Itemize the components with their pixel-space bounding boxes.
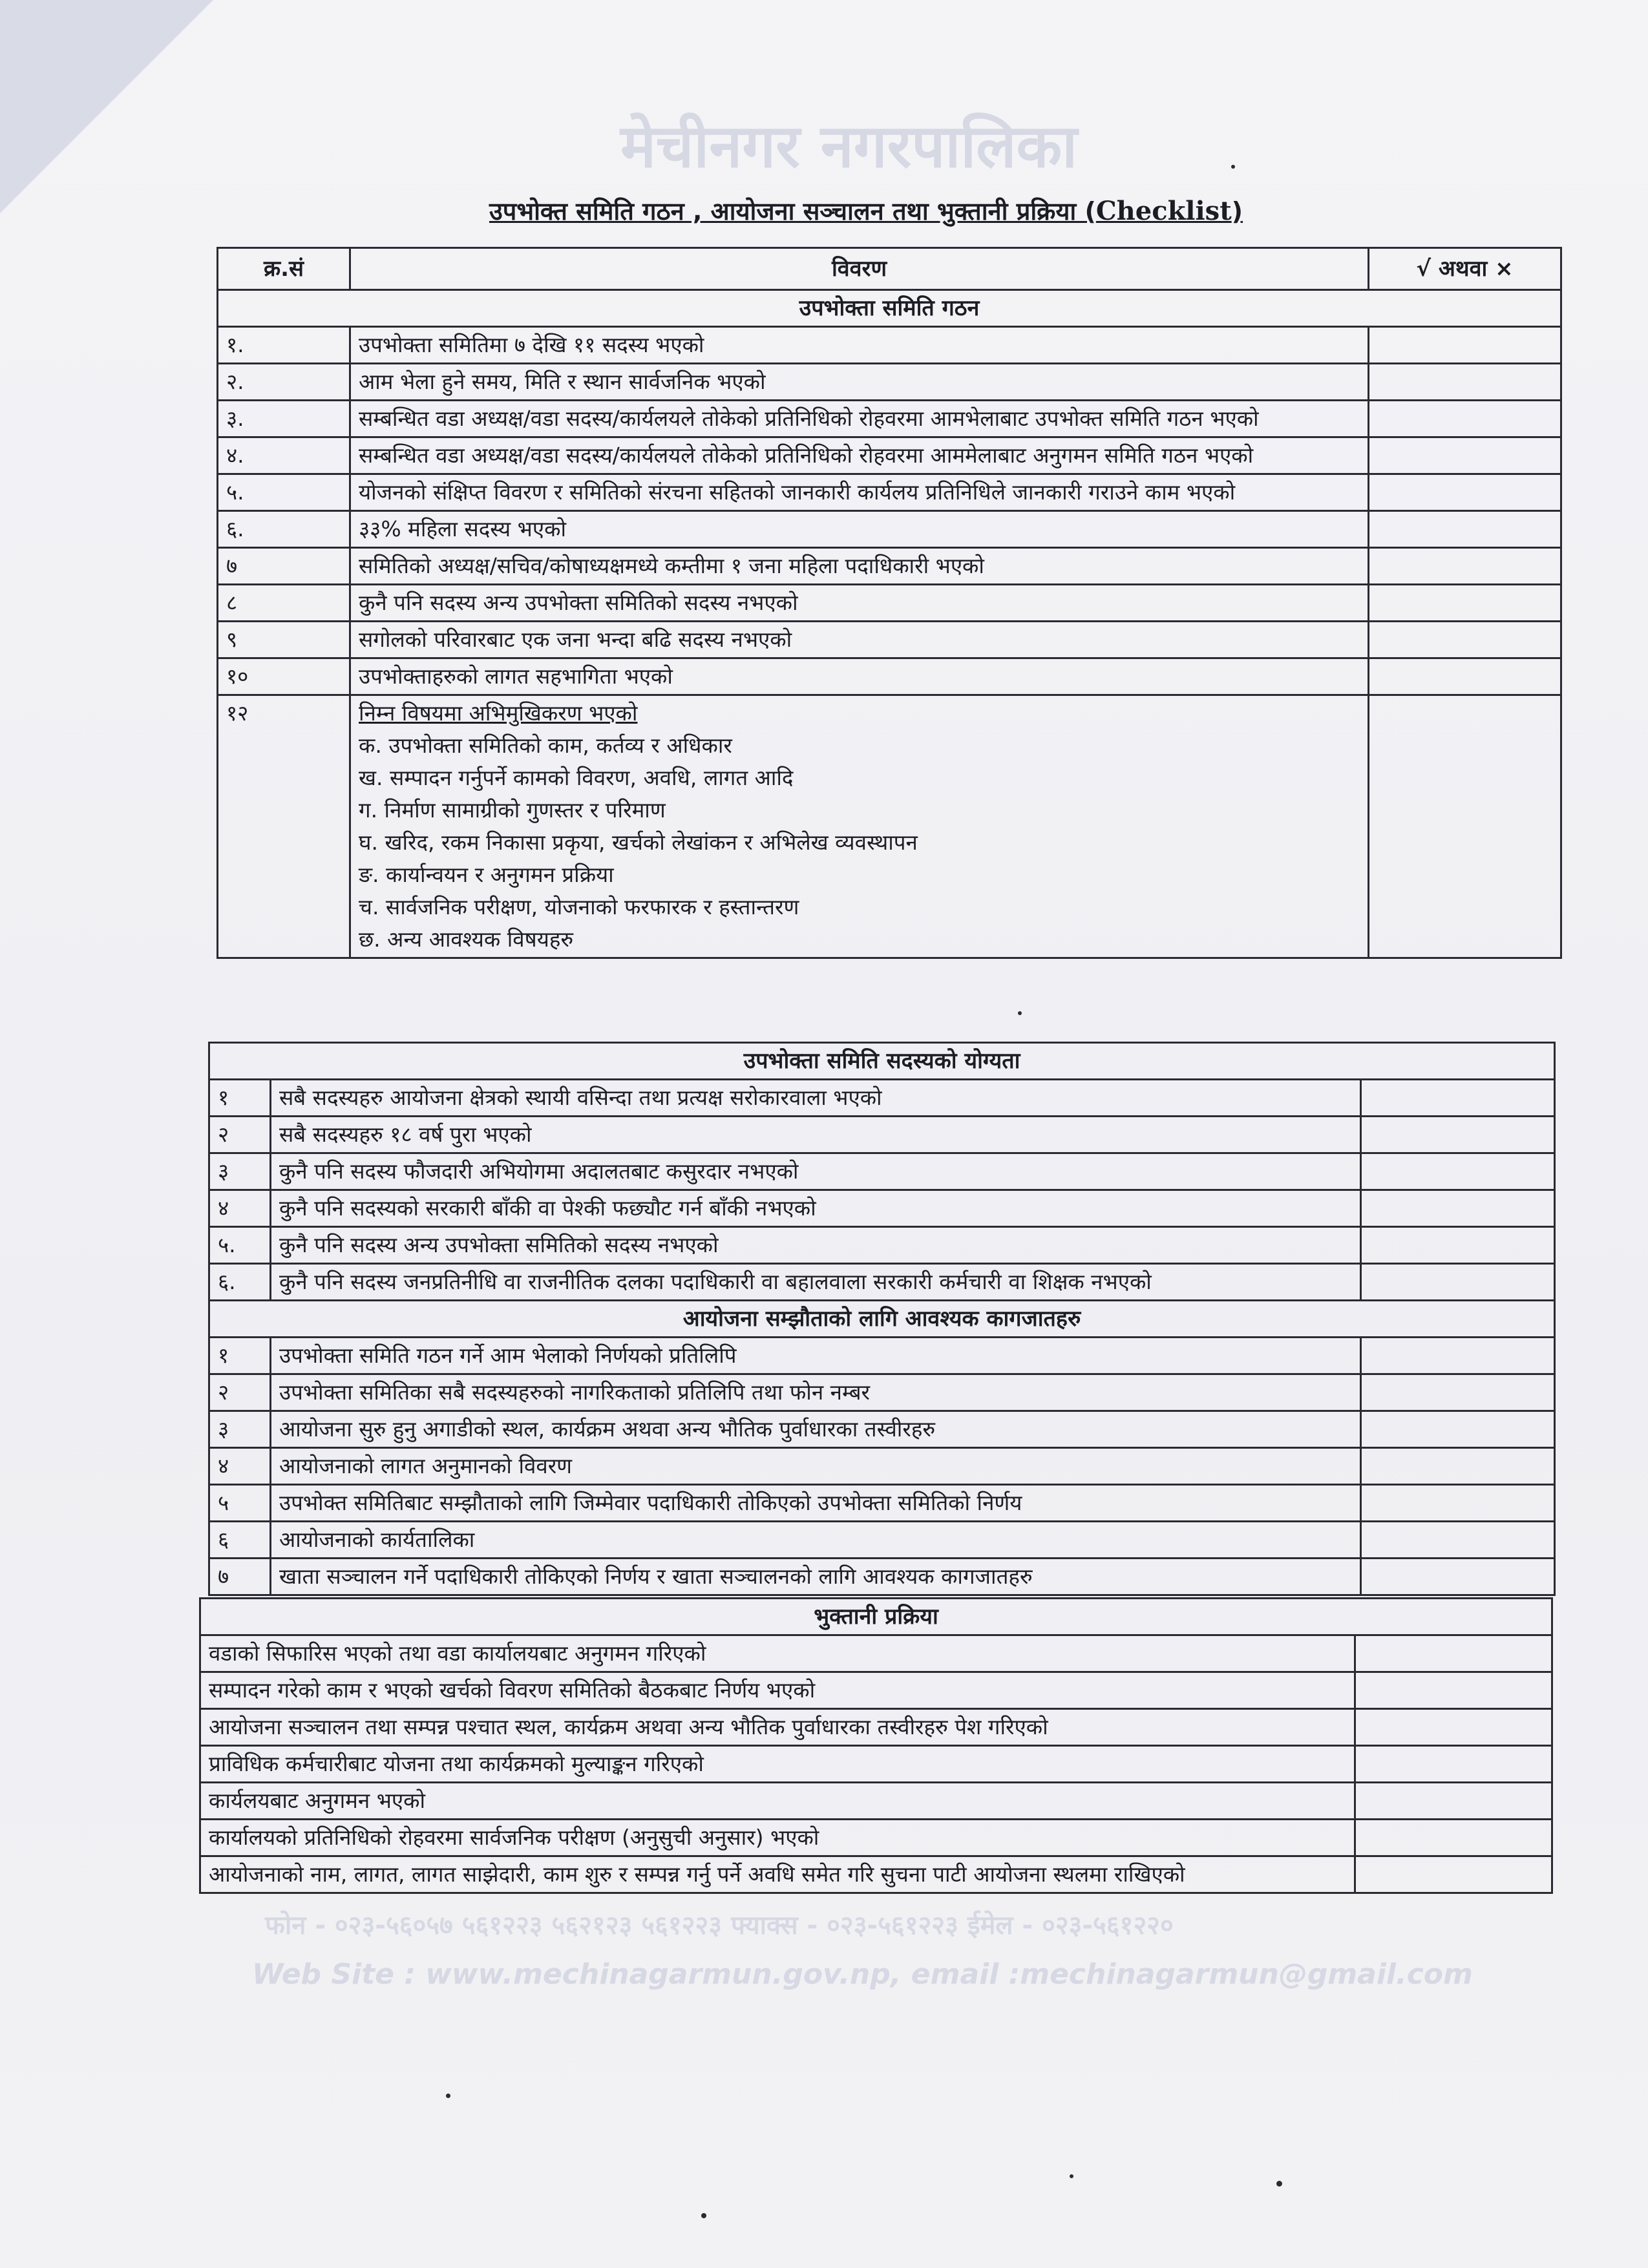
row-description: कुनै पनि सदस्य फौजदारी अभियोगमा अदालतबाट कसुरदार नभएको bbox=[271, 1153, 1361, 1190]
document-row bbox=[209, 1559, 1555, 1595]
row-number: ५ bbox=[209, 1485, 271, 1522]
row-mark-cell[interactable] bbox=[1361, 1448, 1555, 1485]
row-mark-cell[interactable] bbox=[1369, 622, 1561, 658]
scan-speck bbox=[701, 2213, 706, 2218]
payment-mark-cell[interactable] bbox=[1355, 1672, 1552, 1709]
row-description: आम भेला हुने समय, मिति र स्थान सार्वजनिक भएको bbox=[350, 364, 1369, 401]
row-mark-cell[interactable] bbox=[1369, 327, 1561, 364]
row-mark-cell[interactable] bbox=[1369, 364, 1561, 401]
orientation-item: घ. खरिद, रकम निकासा प्रकृया, खर्चको लेखांकन र अभिलेख व्यवस्थापन bbox=[359, 830, 918, 855]
row-mark-cell[interactable] bbox=[1361, 1117, 1555, 1153]
orientation-mark-cell[interactable] bbox=[1369, 695, 1561, 958]
formation-row bbox=[218, 401, 1561, 437]
row-description: आयोजनाको कार्यतालिका bbox=[271, 1522, 1361, 1559]
payment-description: कार्यलयबाट अनुगमन भएको bbox=[200, 1783, 1355, 1820]
row-description: उपभोक्ता समिति गठन गर्ने आम भेलाको निर्णयको प्रतिलिपि bbox=[271, 1338, 1361, 1374]
orientation-item: च. सार्वजनिक परीक्षण, योजनाको फरफारक र हस्तान्तरण bbox=[359, 894, 799, 919]
payment-description: आयोजनाको नाम, लागत, लागत साझेदारी, काम शुरु र सम्पन्न गर्नु पर्ने अवधि समेत गरि सुचना पाटी आयोजना स्थलमा राखिएको bbox=[200, 1856, 1355, 1893]
row-number: २ bbox=[209, 1374, 271, 1411]
payment-mark-cell[interactable] bbox=[1355, 1820, 1552, 1856]
row-description: उपभोक्ताहरुको लागत सहभागिता भएको bbox=[350, 658, 1369, 695]
row-description: कुनै पनि सदस्य अन्य उपभोक्ता समितिको सदस्य नभएको bbox=[350, 585, 1369, 622]
orientation-item: ग. निर्माण सामाग्रीको गुणस्तर र परिमाण bbox=[359, 797, 666, 823]
qualification-table-block bbox=[208, 1042, 1556, 1596]
row-description: कुनै पनि सदस्य अन्य उपभोक्ता समितिको सदस्य नभएको bbox=[271, 1227, 1361, 1264]
row-description: सम्बन्धित वडा अध्यक्ष/वडा सदस्य/कार्यलयले तोकेको प्रतिनिधिको रोहवरमा आममेलाबाट अनुगमन समिति गठन भएको bbox=[350, 437, 1369, 474]
payment-mark-cell[interactable] bbox=[1355, 1709, 1552, 1746]
row-description: ३३% महिला सदस्य भएको bbox=[350, 511, 1369, 548]
payment-row bbox=[200, 1672, 1552, 1709]
document-row bbox=[209, 1411, 1555, 1448]
section-title-payment: भुक्तानी प्रक्रिया bbox=[200, 1599, 1552, 1635]
row-description: आयोजना सुरु हुनु अगाडीको स्थल, कार्यक्रम अथवा अन्य भौतिक पुर्वाधारका तस्वीरहरु bbox=[271, 1411, 1361, 1448]
payment-mark-cell[interactable] bbox=[1355, 1856, 1552, 1893]
orientation-number: १२ bbox=[218, 695, 350, 958]
row-mark-cell[interactable] bbox=[1369, 401, 1561, 437]
qualification-rows bbox=[209, 1080, 1555, 1301]
formation-row bbox=[218, 364, 1561, 401]
payment-row bbox=[200, 1746, 1552, 1783]
row-number: १. bbox=[218, 327, 350, 364]
title-latin: Checklist bbox=[1095, 196, 1232, 226]
scan-speck bbox=[1070, 2174, 1073, 2178]
row-mark-cell[interactable] bbox=[1369, 437, 1561, 474]
row-description: उपभोक्त समितिबाट सम्झौताको लागि जिम्मेवार पदाधिकारी तोकिएको उपभोक्ता समितिको निर्णय bbox=[271, 1485, 1361, 1522]
row-mark-cell[interactable] bbox=[1361, 1522, 1555, 1559]
row-description: सबै सदस्यहरु आयोजना क्षेत्रको स्थायी वसिन्दा तथा प्रत्यक्ष सरोकारवाला भएको bbox=[271, 1080, 1361, 1117]
row-number: ४ bbox=[209, 1448, 271, 1485]
section-row-formation bbox=[218, 290, 1561, 327]
payment-row bbox=[200, 1635, 1552, 1672]
formation-rows bbox=[218, 327, 1561, 695]
orientation-item: क. उपभोक्ता समितिको काम, कर्तव्य र अधिकार bbox=[359, 733, 732, 758]
header-mark: √ अथवा × bbox=[1369, 248, 1561, 290]
row-description: खाता सञ्चालन गर्ने पदाधिकारी तोकिएको निर्णय र खाता सञ्चालनको लागि आवश्यक कागजातहरु bbox=[271, 1559, 1361, 1595]
payment-mark-cell[interactable] bbox=[1355, 1635, 1552, 1672]
row-mark-cell[interactable] bbox=[1361, 1153, 1555, 1190]
row-mark-cell[interactable] bbox=[1361, 1485, 1555, 1522]
bleed-through-website: Web Site : www.mechinagarmun.gov.np, email :mechinagarmun@gmail.com bbox=[252, 1958, 1473, 1991]
row-description: कुनै पनि सदस्यको सरकारी बाँकी वा पेश्की फछ्यौट गर्न बाँकी नभएको bbox=[271, 1190, 1361, 1227]
section-title-documents: आयोजना सम्झौताको लागि आवश्यक कागजातहरु bbox=[209, 1301, 1555, 1338]
orientation-heading: निम्न विषयमा अभिमुखिकरण भएको bbox=[359, 700, 638, 726]
header-serial: क्र.सं bbox=[218, 248, 350, 290]
row-number: ६ bbox=[209, 1522, 271, 1559]
row-mark-cell[interactable] bbox=[1361, 1559, 1555, 1595]
document-rows bbox=[209, 1338, 1555, 1595]
qualification-row bbox=[209, 1153, 1555, 1190]
document-row bbox=[209, 1485, 1555, 1522]
formation-row bbox=[218, 548, 1561, 585]
qualification-row bbox=[209, 1080, 1555, 1117]
row-number: २. bbox=[218, 364, 350, 401]
section-row-payment bbox=[200, 1599, 1552, 1635]
row-number: ३. bbox=[218, 401, 350, 437]
row-number: १ bbox=[209, 1080, 271, 1117]
qualification-row bbox=[209, 1117, 1555, 1153]
formation-row bbox=[218, 437, 1561, 474]
checklist-title bbox=[0, 194, 1648, 227]
formation-row bbox=[218, 511, 1561, 548]
formation-row bbox=[218, 622, 1561, 658]
row-mark-cell[interactable] bbox=[1369, 658, 1561, 695]
row-mark-cell[interactable] bbox=[1369, 585, 1561, 622]
row-description: उपभोक्ता समितिमा ७ देखि ११ सदस्य भएको bbox=[350, 327, 1369, 364]
row-mark-cell[interactable] bbox=[1361, 1411, 1555, 1448]
row-mark-cell[interactable] bbox=[1369, 548, 1561, 585]
row-number: ३ bbox=[209, 1153, 271, 1190]
row-number: १ bbox=[209, 1338, 271, 1374]
payment-description: वडाको सिफारिस भएको तथा वडा कार्यालयबाट अनुगमन गरिएको bbox=[200, 1635, 1355, 1672]
scan-speck bbox=[1018, 1011, 1022, 1015]
row-number: ९ bbox=[218, 622, 350, 658]
row-number: ४ bbox=[209, 1190, 271, 1227]
scan-speck bbox=[1276, 2181, 1282, 2187]
folded-corner bbox=[0, 0, 213, 213]
formation-row bbox=[218, 474, 1561, 511]
title-close: ) bbox=[1231, 197, 1243, 226]
scan-speck bbox=[1231, 165, 1235, 169]
section-title-formation: उपभोक्ता समिति गठन bbox=[218, 290, 1561, 327]
title-main: उपभोक्त समिति गठन , आयोजना सञ्चालन तथा भुक्तानी प्रक्रिया ( bbox=[489, 197, 1096, 226]
payment-mark-cell[interactable] bbox=[1355, 1746, 1552, 1783]
row-number: ६. bbox=[218, 511, 350, 548]
bleed-through-contact: फोन - ०२३-५६०५७ ५६१२२३ ५६२१२३ ५६१२२३ फ्याक्स - ०२३-५६१२२३ ईमेल - ०२३-५६१२२० bbox=[265, 1911, 1174, 1940]
orientation-item: छ. अन्य आवश्यक विषयहरु bbox=[359, 927, 574, 952]
row-mark-cell[interactable] bbox=[1369, 474, 1561, 511]
payment-description: कार्यालयको प्रतिनिधिको रोहवरमा सार्वजनिक परीक्षण (अनुसुची अनुसार) भएको bbox=[200, 1820, 1355, 1856]
row-number: ६. bbox=[209, 1264, 271, 1301]
row-description: सम्बन्धित वडा अध्यक्ष/वडा सदस्य/कार्यलयले तोकेको प्रतिनिधिको रोहवरमा आमभेलाबाट उपभोक्त समिति गठन भएको bbox=[350, 401, 1369, 437]
payment-description: सम्पादन गरेको काम र भएको खर्चको विवरण समितिको बैठकबाट निर्णय भएको bbox=[200, 1672, 1355, 1709]
formation-row bbox=[218, 585, 1561, 622]
orientation-cell bbox=[350, 695, 1369, 958]
payment-row bbox=[200, 1783, 1552, 1820]
row-number: २ bbox=[209, 1117, 271, 1153]
row-number: ७ bbox=[209, 1559, 271, 1595]
row-description: सगोलको परिवारबाट एक जना भन्दा बढि सदस्य नभएको bbox=[350, 622, 1369, 658]
row-mark-cell[interactable] bbox=[1369, 511, 1561, 548]
payment-description: आयोजना सञ्चालन तथा सम्पन्न पश्चात स्थल, कार्यक्रम अथवा अन्य भौतिक पुर्वाधारका तस्वीरहरु पेश गरिएको bbox=[200, 1709, 1355, 1746]
orientation-row bbox=[218, 695, 1561, 958]
formation-row bbox=[218, 327, 1561, 364]
qualification-row bbox=[209, 1190, 1555, 1227]
row-description: कुनै पनि सदस्य जनप्रतिनीधि वा राजनीतिक दलका पदाधिकारी वा बहालवाला सरकारी कर्मचारी वा शिक्षक नभएको bbox=[271, 1264, 1361, 1301]
row-mark-cell[interactable] bbox=[1361, 1374, 1555, 1411]
payment-mark-cell[interactable] bbox=[1355, 1783, 1552, 1820]
row-description: समितिको अध्यक्ष/सचिव/कोषाध्यक्षमध्ये कम्तीमा १ जना महिला पदाधिकारी भएको bbox=[350, 548, 1369, 585]
row-mark-cell[interactable] bbox=[1361, 1227, 1555, 1264]
row-description: योजनको संक्षिप्त विवरण र समितिको संरचना सहितको जानकारी कार्यलय प्रतिनिधिले जानकारी गराउने काम भएको bbox=[350, 474, 1369, 511]
row-number: १० bbox=[218, 658, 350, 695]
table-header-row bbox=[218, 248, 1561, 290]
row-number: ८ bbox=[218, 585, 350, 622]
document-row bbox=[209, 1338, 1555, 1374]
payment-row bbox=[200, 1820, 1552, 1856]
row-number: ७ bbox=[218, 548, 350, 585]
scan-speck bbox=[446, 2094, 450, 2098]
formation-table bbox=[217, 247, 1562, 959]
section-row-qualification bbox=[209, 1043, 1555, 1080]
payment-table-block bbox=[199, 1597, 1553, 1894]
payment-rows bbox=[200, 1635, 1552, 1893]
row-description: उपभोक्ता समितिका सबै सदस्यहरुको नागरिकताको प्रतिलिपि तथा फोन नम्बर bbox=[271, 1374, 1361, 1411]
document-row bbox=[209, 1448, 1555, 1485]
qualification-row bbox=[209, 1227, 1555, 1264]
section-title-qualification: उपभोक्ता समिति सदस्यको योग्यता bbox=[209, 1043, 1555, 1080]
row-mark-cell[interactable] bbox=[1361, 1190, 1555, 1227]
row-number: ४. bbox=[218, 437, 350, 474]
payment-row bbox=[200, 1709, 1552, 1746]
row-number: ३ bbox=[209, 1411, 271, 1448]
row-number: ५. bbox=[209, 1227, 271, 1264]
document-row bbox=[209, 1522, 1555, 1559]
row-description: आयोजनाको लागत अनुमानको विवरण bbox=[271, 1448, 1361, 1485]
orientation-item: ङ. कार्यान्वयन र अनुगमन प्रक्रिया bbox=[359, 862, 614, 887]
payment-table bbox=[199, 1597, 1553, 1894]
formation-row bbox=[218, 658, 1561, 695]
section-row-documents bbox=[209, 1301, 1555, 1338]
bleed-through-letterhead: मेचीनगर नगरपालिका bbox=[620, 112, 1078, 181]
row-number: ५. bbox=[218, 474, 350, 511]
row-description: सबै सदस्यहरु १८ वर्ष पुरा भएको bbox=[271, 1117, 1361, 1153]
document-row bbox=[209, 1374, 1555, 1411]
orientation-items bbox=[359, 730, 1360, 956]
payment-row bbox=[200, 1856, 1552, 1893]
orientation-item: ख. सम्पादन गर्नुपर्ने कामको विवरण, अवधि, लागत आदि bbox=[359, 765, 794, 790]
row-mark-cell[interactable] bbox=[1361, 1264, 1555, 1301]
qualification-row bbox=[209, 1264, 1555, 1301]
payment-description: प्राविधिक कर्मचारीबाट योजना तथा कार्यक्रमको मुल्याङ्कन गरिएको bbox=[200, 1746, 1355, 1783]
qualification-table bbox=[208, 1042, 1556, 1596]
row-mark-cell[interactable] bbox=[1361, 1338, 1555, 1374]
formation-table-block bbox=[217, 247, 1562, 959]
row-mark-cell[interactable] bbox=[1361, 1080, 1555, 1117]
header-description: विवरण bbox=[350, 248, 1369, 290]
